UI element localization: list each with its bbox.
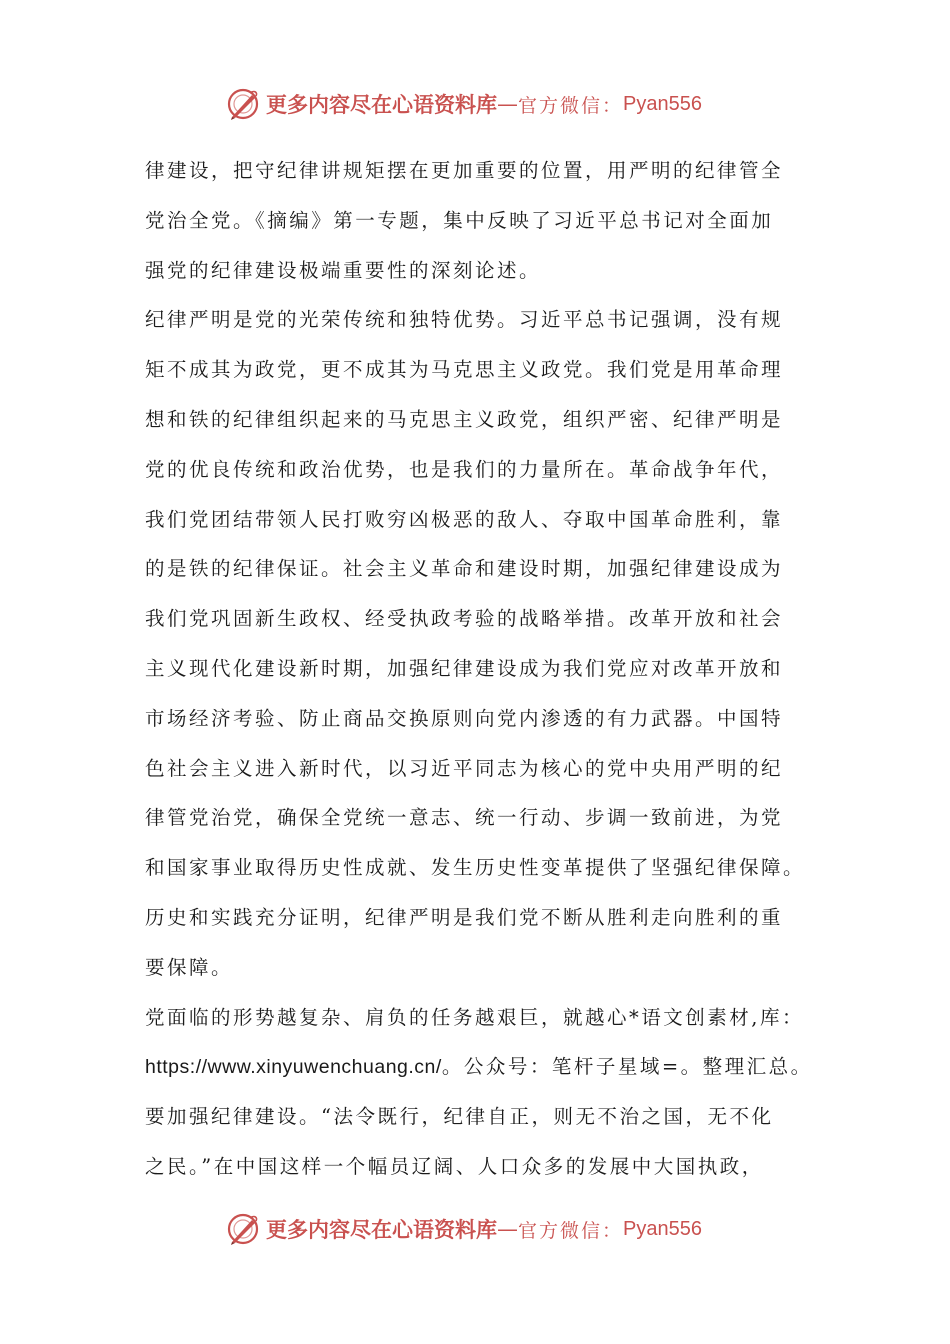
body-line: 律管党治党，确保全党统一意志、统一行动、步调一致前进，为党 bbox=[145, 806, 784, 830]
header-main-text: 更多内容尽在心语资料库 bbox=[266, 92, 497, 117]
body-line: 想和铁的纪律组织起来的马克思主义政党，组织严密、纪律严明是 bbox=[145, 407, 784, 431]
url-line bbox=[145, 1042, 815, 1092]
body-line: 党面临的形势越复杂、肩负的任务越艰巨，就越心*语文创素材,库： bbox=[145, 1005, 804, 1029]
footer-banner bbox=[226, 1209, 746, 1249]
body-line: 主义现代化建设新时期，加强纪律建设成为我们党应对改革开放和 bbox=[145, 656, 784, 680]
body-line: 强党的纪律建设极端重要性的深刻论述。 bbox=[145, 258, 542, 282]
body-line: 我们党巩固新生政权、经受执政考验的战略举措。改革开放和社会 bbox=[145, 607, 784, 631]
document-body bbox=[145, 146, 815, 1192]
body-line: 我们党团结带领人民打败穷凶极恶的敌人、夺取中国革命胜利，靠 bbox=[145, 507, 784, 531]
body-line: 历史和实践充分证明，纪律严明是我们党不断从胜利走向胜利的重 bbox=[145, 905, 784, 929]
pen-logo-icon bbox=[226, 1212, 260, 1246]
footer-dash: — bbox=[497, 1217, 518, 1241]
body-line: 要加强纪律建设。“法令既行，纪律自正，则无不治之国，无不化 bbox=[145, 1105, 774, 1129]
body-line: 市场经济考验、防止商品交换原则向党内渗透的有力武器。中国特 bbox=[145, 706, 784, 730]
footer-wechat-label: 官方微信： bbox=[518, 1219, 624, 1242]
body-line: 党治全党。《摘编》第一专题，集中反映了习近平总书记对全面加 bbox=[145, 208, 774, 232]
source-url-link[interactable]: https://www.xinyuwenchuang.cn/ bbox=[145, 1056, 442, 1079]
body-line: 色社会主义进入新时代，以习近平同志为核心的党中央用严明的纪 bbox=[145, 756, 784, 780]
body-line: 律建设，把守纪律讲规矩摆在更加重要的位置，用严明的纪律管全 bbox=[145, 159, 784, 182]
body-line: 的是铁的纪律保证。社会主义革命和建设时期，加强纪律建设成为 bbox=[145, 557, 784, 581]
body-line: 党的优良传统和政治优势，也是我们的力量所在。革命战争年代， bbox=[145, 457, 784, 481]
header-dash: — bbox=[497, 92, 518, 116]
body-line: 矩不成其为政党，更不成其为马克思主义政党。我们党是用革命理 bbox=[145, 358, 784, 382]
footer-wechat-id: Pyan556 bbox=[623, 1217, 702, 1240]
header-wechat-id: Pyan556 bbox=[623, 92, 702, 115]
pen-logo-icon bbox=[226, 87, 260, 121]
footer-main-text: 更多内容尽在心语资料库 bbox=[266, 1217, 497, 1242]
body-line: 纪律严明是党的光荣传统和独特优势。习近平总书记强调，没有规 bbox=[145, 308, 784, 332]
body-line: 要保障。 bbox=[145, 955, 234, 979]
body-line: 之民。”在中国这样一个幅员辽阔、人口众多的发展中大国执政， bbox=[145, 1154, 764, 1178]
header-banner bbox=[226, 84, 746, 124]
url-line-suffix: 。公众号：笔杆子星域=。整理汇总。 bbox=[441, 1055, 813, 1079]
body-line: 和国家事业取得历史性成就、发生历史性变革提供了坚强纪律保障。 bbox=[145, 856, 806, 880]
header-wechat-label: 官方微信： bbox=[518, 94, 624, 117]
